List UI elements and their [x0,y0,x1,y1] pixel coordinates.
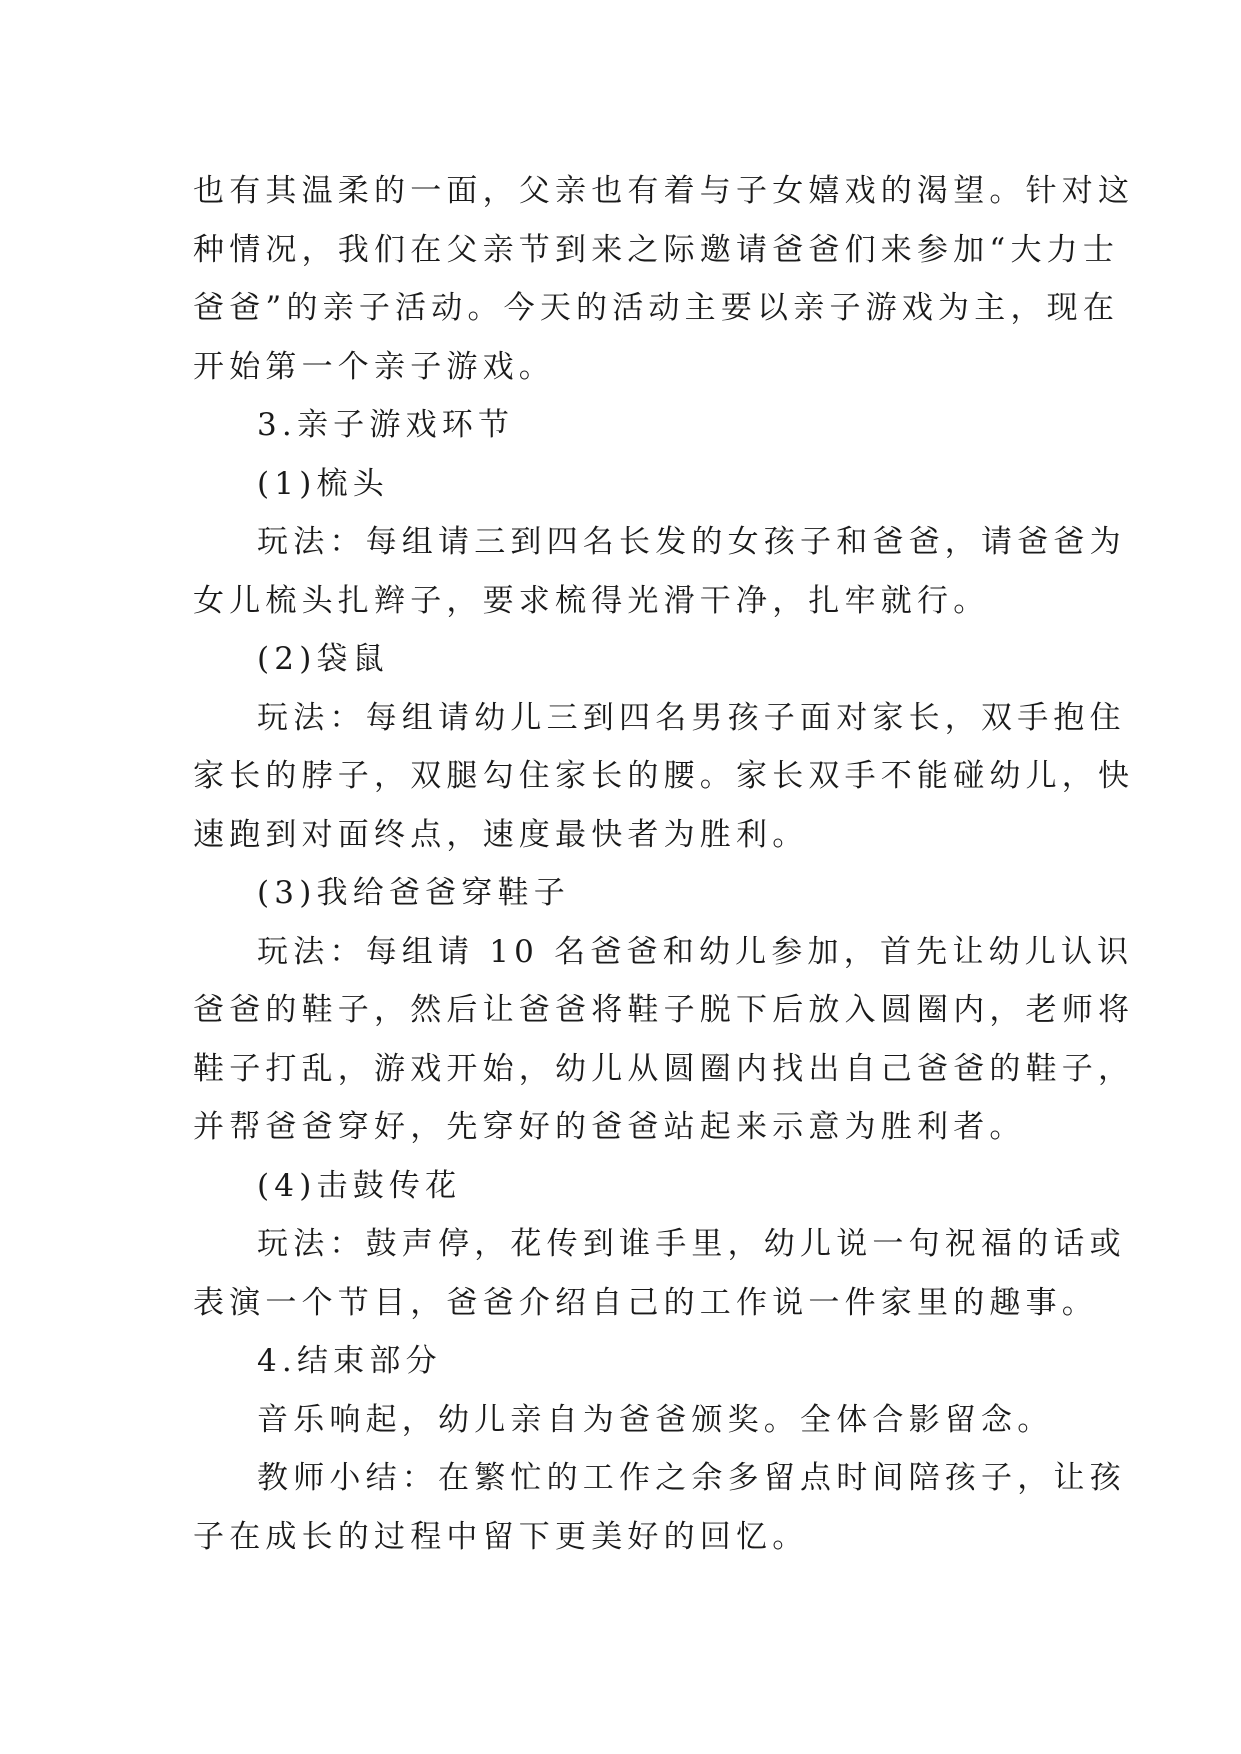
game-3-rules [193,923,1135,1157]
text-line: 教师小结：在繁忙的工作之余多留点时间陪孩子，让孩 [257,1460,1126,1496]
text-line: 并帮爸爸穿好，先穿好的爸爸站起来示意为胜利者。 [193,1109,1026,1145]
game-3-title [193,864,1073,923]
text-line: 也有其温柔的一面，父亲也有着与子女嬉戏的渴望。针对这 [193,173,1135,209]
text-line: 3.亲子游戏环节 [257,407,515,443]
text-line: (4)击鼓传花 [257,1167,462,1204]
document-page [193,162,1135,1566]
text-line: (3)我给爸爸穿鞋子 [257,875,570,911]
game-1-title [193,455,1073,514]
text-line: 表演一个节目，爸爸介绍自己的工作说一件家里的趣事。 [193,1284,1098,1321]
teacher-summary [193,1449,1126,1566]
paragraph-intro-continuation [193,162,1135,396]
text-line: 玩法：每组请三到四名长发的女孩子和爸爸，请爸爸为 [257,524,1126,560]
text-line: 4.结束部分 [257,1343,442,1379]
text-line: 鞋子打乱，游戏开始，幼儿从圆圈内找出自己爸爸的鞋子， [193,1050,1135,1087]
section-heading-3 [193,396,1073,455]
game-4-rules [193,1215,1126,1332]
text-line: 子在成长的过程中留下更美好的回忆。 [193,1518,809,1555]
game-1-rules [193,513,1126,630]
game-2-title [193,630,1073,689]
text-line: 玩法：每组请 10 名爸爸和幼儿参加，首先让幼儿认识 [257,933,1134,970]
text-line: 速跑到对面终点，速度最快者为胜利。 [193,816,809,853]
game-4-title [193,1157,1073,1216]
closing-paragraph [193,1391,1073,1450]
game-2-rules [193,689,1135,865]
document-body [193,162,1135,1566]
text-line: 种情况，我们在父亲节到来之际邀请爸爸们来参加“大力士 [193,231,1120,268]
text-line: 爸爸”的亲子活动。今天的活动主要以亲子游戏为主，现在 [193,290,1120,326]
text-line: 音乐响起，幼儿亲自为爸爸颁奖。全体合影留念。 [257,1401,1054,1438]
text-line: 开始第一个亲子游戏。 [193,348,555,385]
text-line: 玩法：每组请幼儿三到四名男孩子面对家长，双手抱住 [257,699,1126,736]
text-line: 女儿梳头扎辫子，要求梳得光滑干净，扎牢就行。 [193,582,990,619]
text-line: (1)梳头 [257,465,389,502]
text-line: (2)袋鼠 [257,641,389,677]
text-line: 家长的脖子，双腿勾住家长的腰。家长双手不能碰幼儿，快 [193,758,1135,794]
text-line: 玩法：鼓声停，花传到谁手里，幼儿说一句祝福的话或 [257,1226,1126,1262]
section-heading-4 [193,1332,1073,1391]
text-line: 爸爸的鞋子，然后让爸爸将鞋子脱下后放入圆圈内，老师将 [193,992,1135,1028]
